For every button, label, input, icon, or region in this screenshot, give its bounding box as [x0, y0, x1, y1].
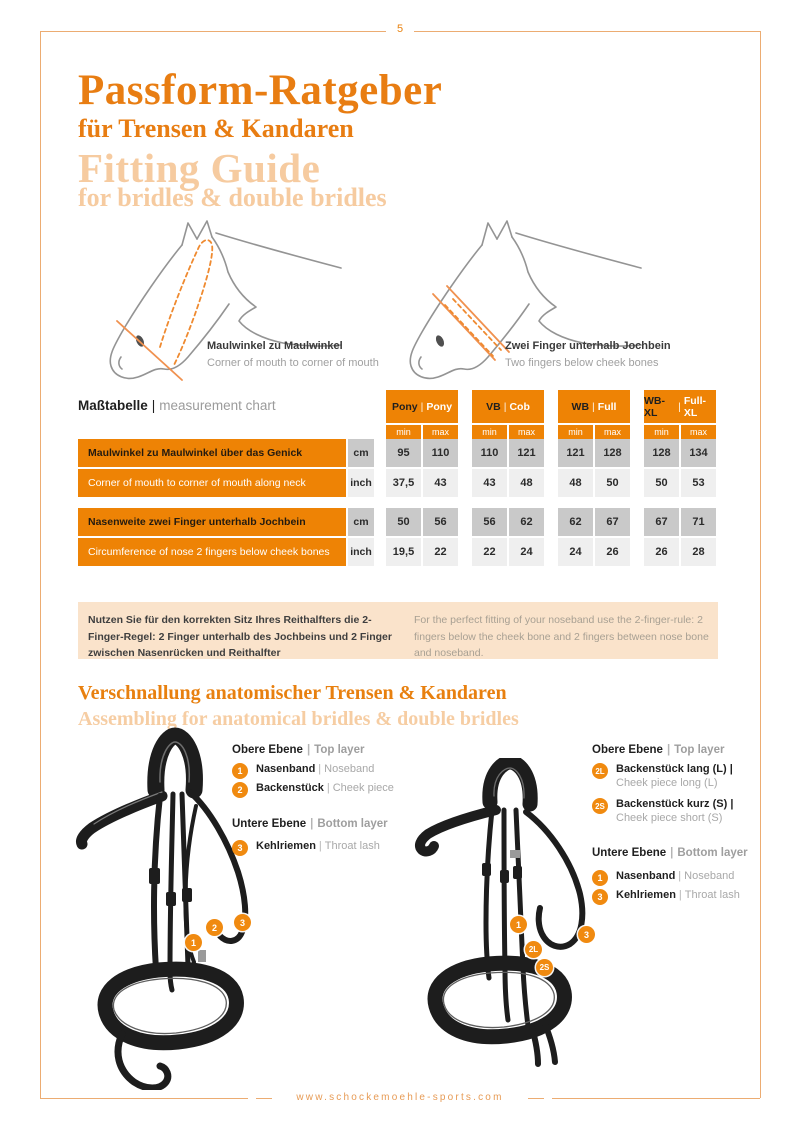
table-row: Nasenweite zwei Finger unterhalb Jochbein cm 50 56 56 62 62 67 67 71	[78, 508, 716, 536]
badge-2: 2	[232, 782, 248, 798]
page-title-de: Passform-Ratgeber	[78, 67, 443, 114]
page-title-en: Fitting Guide	[78, 145, 321, 191]
badge-3: 3	[232, 840, 248, 856]
marker-noseband: 1	[510, 916, 527, 933]
legend-header-bottom-layer: Untere Ebene | Bottom layer	[592, 847, 748, 859]
badge-1: 1	[592, 870, 608, 886]
legend-header-bottom-layer: Untere Ebene | Bottom layer	[232, 818, 388, 830]
marker-noseband: 1	[185, 934, 202, 951]
marker-cheek-piece: 2	[206, 919, 223, 936]
assembly-title-de: Verschnallung anatomischer Trensen & Kandaren	[78, 682, 507, 704]
size-header-full-xl: WB-XL | Full-XL	[644, 390, 716, 423]
frame-bottom-dash-right	[528, 1098, 544, 1099]
table-row: Circumference of nose 2 fingers below cheek bones inch 19,5 22 22 24 24 26 26 28	[78, 538, 716, 566]
size-header-full: WB | Full	[558, 390, 630, 423]
figure-right-label-de: Zwei Finger unterhalb Jochbein	[505, 340, 671, 352]
legend-header-top-layer: Obere Ebene | Top layer	[592, 744, 725, 756]
figure-left-label-en: Corner of mouth to corner of mouth	[207, 357, 379, 369]
table-minmax-row: min max min max min max min max	[78, 425, 716, 439]
page-subtitle-en: for bridles & double bridles	[78, 183, 387, 212]
note-text-en: For the perfect fitting of your noseband use the 2-finger-rule: 2 fingers below the cheek bone and 2 fingers between nose bone and noseband.	[414, 614, 709, 659]
marker-cheek-piece-long: 2L	[525, 941, 542, 958]
frame-bottom-right	[552, 1098, 760, 1099]
page-number: 5	[396, 23, 404, 35]
frame-top-left	[40, 31, 386, 32]
badge-2s: 2S	[592, 798, 608, 814]
legend-item-cheek-piece-short: 2S Backenstück kurz (S) | Cheek piece short (S)	[592, 798, 733, 824]
legend-item-throat-lash: 3 Kehlriemen | Throat lash	[232, 840, 380, 856]
badge-1: 1	[232, 763, 248, 779]
marker-throat-lash: 3	[234, 914, 251, 931]
footer-website-url: www.schockemoehle-sports.com	[296, 1092, 504, 1103]
measurement-table	[78, 390, 718, 566]
table-size-header-row	[78, 390, 716, 423]
legend-item-noseband: 1 Nasenband | Noseband	[592, 870, 734, 886]
figure-left-label-de: Maulwinkel zu Maulwinkel	[207, 340, 343, 352]
frame-right	[760, 31, 761, 1098]
page-subtitle-de: für Trensen & Kandaren	[78, 114, 354, 143]
legend-item-throat-lash: 3 Kehlriemen | Throat lash	[592, 889, 740, 905]
legend-header-top-layer: Obere Ebene | Top layer	[232, 744, 365, 756]
table-row: Maulwinkel zu Maulwinkel über das Genick cm 95 110 110 121 121 128 128 134	[78, 439, 716, 467]
badge-3: 3	[592, 889, 608, 905]
badge-2l: 2L	[592, 763, 608, 779]
legend-item-cheek-piece-long: 2L Backenstück lang (L) | Cheek piece long (L)	[592, 763, 733, 789]
table-title-en: measurement chart	[159, 398, 276, 413]
bridle-photo-right	[392, 758, 597, 1068]
assembly-title-en: Assembling for anatomical bridles & double bridles	[78, 708, 519, 730]
frame-top-right	[414, 31, 760, 32]
figure-right-label-en: Two fingers below cheek bones	[505, 357, 659, 369]
size-header-cob: VB | Cob	[472, 390, 544, 423]
legend-item-noseband: 1 Nasenband | Noseband	[232, 763, 374, 779]
legend-item-cheek-piece: 2 Backenstück | Cheek piece	[232, 782, 394, 798]
table-row: Corner of mouth to corner of mouth along neck inch 37,5 43 43 48 48 50 50 53	[78, 469, 716, 497]
legend-right	[592, 744, 767, 909]
note-text-de: Nutzen Sie für den korrekten Sitz Ihres Reithalfters die 2-Finger-Regel: 2 Finger unterhalb des Jochbeins und 2 Finger zwischen Nasenrücken und Reithalfter	[88, 614, 392, 659]
frame-left	[40, 31, 41, 1098]
marker-cheek-piece-short: 2S	[536, 959, 553, 976]
legend-left	[232, 744, 407, 874]
size-header-pony: Pony | Pony	[386, 390, 458, 423]
table-title: Maßtabelle | measurement chart	[78, 398, 276, 413]
marker-throat-lash: 3	[578, 926, 595, 943]
two-finger-rule-note	[78, 602, 718, 659]
frame-bottom-left	[40, 1098, 248, 1099]
table-title-de: Maßtabelle	[78, 398, 148, 413]
